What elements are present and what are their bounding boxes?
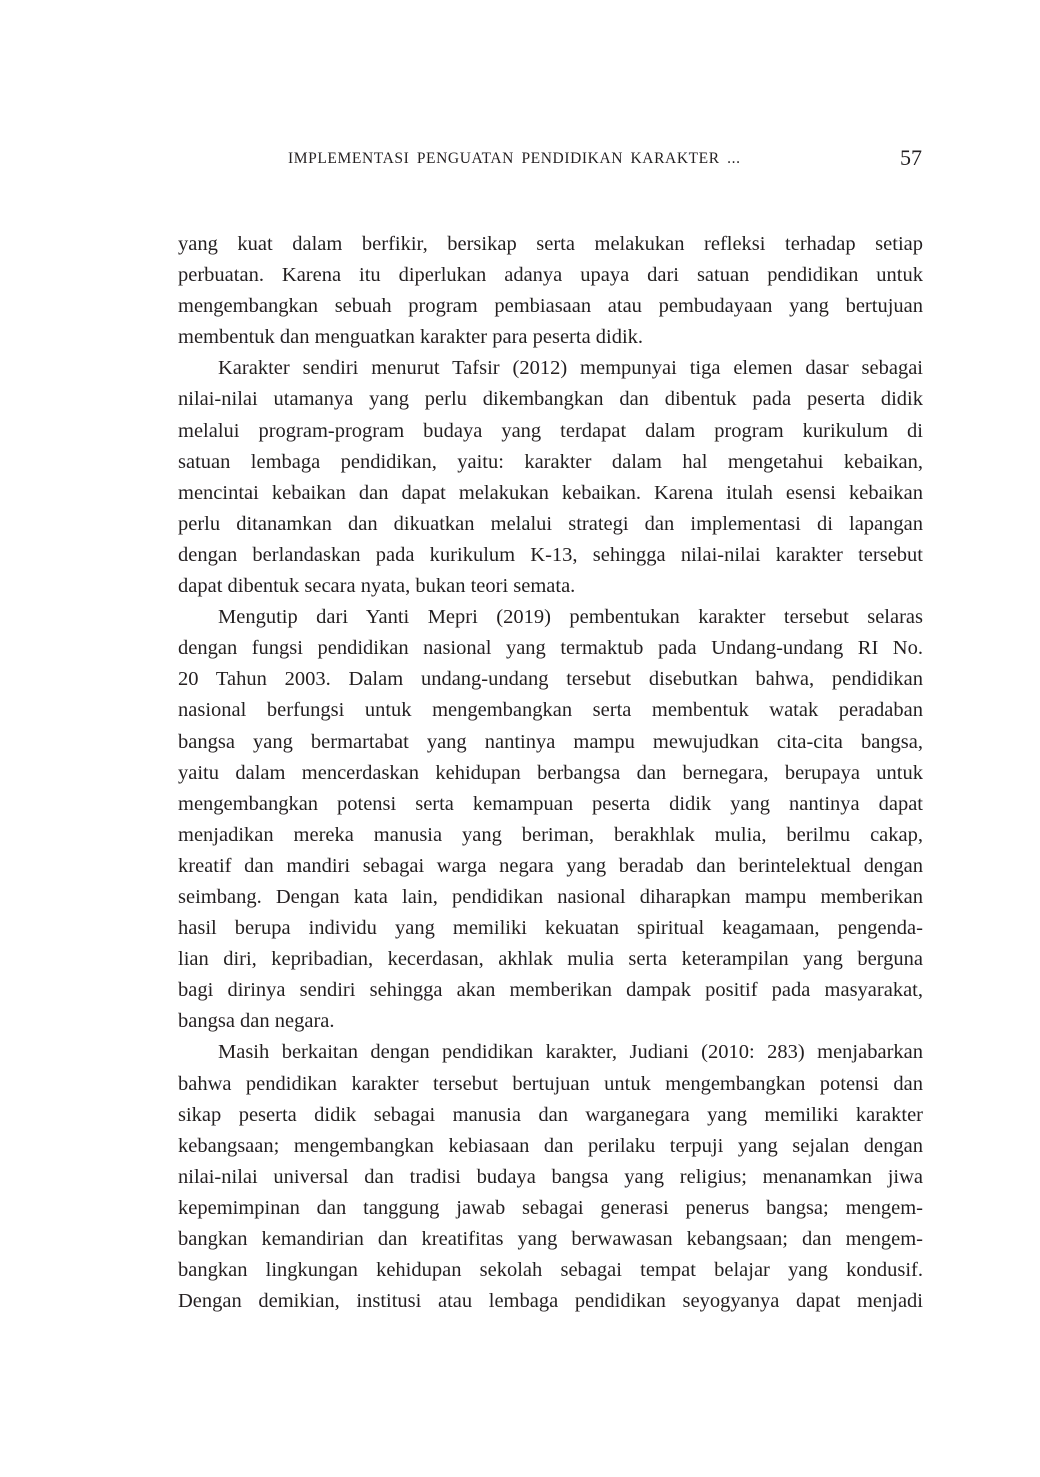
text-line: kepemimpinan dan tanggung jawab sebagai generasi penerus bangsa; mengem- [178, 1196, 923, 1219]
paragraph [178, 1037, 923, 1317]
text-line: bagi dirinya sendiri sehingga akan memberikan dampak positif pada masyarakat, [178, 979, 923, 1002]
text-line: dapat dibentuk secara nyata, bukan teori semata. [178, 575, 576, 598]
text-line: 20 Tahun 2003. Dalam undang-undang tersebut disebutkan bahwa, pendidikan [178, 668, 923, 691]
paragraph [178, 229, 923, 353]
text-line: sikap peserta didik sebagai manusia dan warganegara yang memiliki karakter [178, 1103, 923, 1126]
text-line: nilai-nilai universal dan tradisi budaya bangsa yang religius; menanamkan jiwa [178, 1165, 923, 1188]
paragraph [178, 602, 923, 1037]
text-line: bangkan kemandirian dan kreatifitas yang berwawasan kebangsaan; dan mengem- [178, 1228, 923, 1250]
text-line: yaitu dalam mencerdaskan kehidupan berbangsa dan bernegara, berupaya untuk [178, 761, 923, 784]
text-line: kebangsaan; mengembangkan kebiasaan dan perilaku terpuji yang sejalan dengan [178, 1134, 923, 1157]
text-line: kreatif dan mandiri sebagai warga negara yang beradab dan berintelektual dengan [178, 854, 923, 877]
text-line: Karakter sendiri menurut Tafsir (2012) mempunyai tiga elemen dasar sebagai [218, 357, 923, 380]
text-line: perlu ditanamkan dan dikuatkan melalui strategi dan implementasi di lapangan [178, 512, 923, 535]
page-number: 57 [900, 145, 922, 170]
text-line: perbuatan. Karena itu diperlukan adanya upaya dari satuan pendidikan untuk [178, 264, 923, 287]
text-line: Masih berkaitan dengan pendidikan karakter, Judiani (2010: 283) menjabarkan [218, 1041, 923, 1064]
text-line: nasional berfungsi untuk mengembangkan serta membentuk watak peradaban [178, 699, 923, 722]
running-header-title: IMPLEMENTASI PENGUATAN PENDIDIKAN KARAKTER ... [288, 150, 741, 167]
text-line: Mengutip dari Yanti Mepri (2019) pembentukan karakter tersebut selaras [218, 606, 923, 629]
running-header [178, 145, 924, 175]
text-line: bangsa yang bermartabat yang nantinya mampu mewujudkan cita-cita bangsa, [178, 730, 923, 753]
paragraph [178, 353, 923, 602]
text-line: lian diri, kepribadian, kecerdasan, akhlak mulia serta keterampilan yang berguna [178, 948, 923, 971]
text-line: satuan lembaga pendidikan, yaitu: karakter dalam hal mengetahui kebaikan, [178, 450, 923, 473]
text-line: bangsa dan negara. [178, 1010, 335, 1033]
text-line: mengembangkan sebuah program pembiasaan atau pembudayaan yang bertujuan [178, 295, 923, 318]
text-line: mencintai kebaikan dan dapat melakukan kebaikan. Karena itulah esensi kebaikan [178, 481, 923, 504]
text-line: dengan fungsi pendidikan nasional yang termaktub pada Undang-undang RI No. [178, 637, 923, 660]
text-line: bangkan lingkungan kehidupan sekolah sebagai tempat belajar yang kondusif. [178, 1259, 923, 1282]
text-line: menjadikan mereka manusia yang beriman, berakhlak mulia, berilmu cakap, [178, 823, 923, 846]
text-line: nilai-nilai utamanya yang perlu dikembangkan dan dibentuk pada peserta didik [178, 388, 923, 411]
text-line: Dengan demikian, institusi atau lembaga pendidikan seyogyanya dapat menjadi [178, 1290, 923, 1313]
text-line: melalui program-program budaya yang terdapat dalam program kurikulum di [178, 419, 923, 442]
text-line: dengan berlandaskan pada kurikulum K-13, sehingga nilai-nilai karakter tersebut [178, 543, 923, 566]
text-line: yang kuat dalam berfikir, bersikap serta melakukan refleksi terhadap setiap [178, 233, 923, 255]
body-text [178, 229, 923, 1317]
text-line: hasil berupa individu yang memiliki kekuatan spiritual keagamaan, pengenda- [178, 917, 923, 940]
text-line: mengembangkan potensi serta kemampuan peserta didik yang nantinya dapat [178, 792, 923, 815]
text-line: seimbang. Dengan kata lain, pendidikan nasional diharapkan mampu memberikan [178, 885, 923, 908]
text-line: bahwa pendidikan karakter tersebut bertujuan untuk mengembangkan potensi dan [178, 1072, 923, 1095]
text-line: membentuk dan menguatkan karakter para peserta didik. [178, 326, 644, 349]
